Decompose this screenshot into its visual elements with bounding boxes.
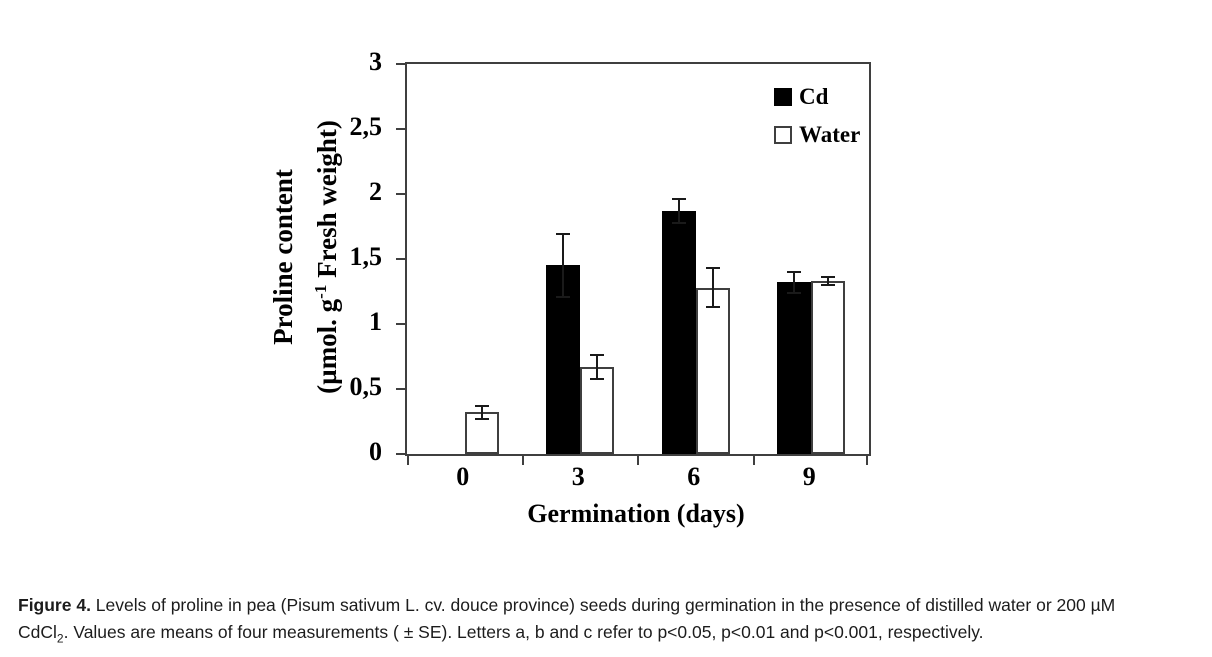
superscript-minus-one: -1 [311,284,330,299]
y-axis-tick [396,453,407,455]
error-bar-cap [821,284,835,286]
error-bar-cap [475,405,489,407]
y-tick-label: 3 [369,47,382,76]
plot-area [405,62,871,456]
error-bar-cap [475,418,489,420]
y-tick-label: 1 [369,307,382,336]
error-bar-cap [706,267,720,269]
error-bar-cap [672,198,686,200]
y-tick-label: 1,5 [349,242,382,271]
error-bar-cap [787,292,801,294]
legend-label: Cd [799,84,829,109]
error-bar-cap [672,222,686,224]
error-bar-cap [556,233,570,235]
x-tick-label: 6 [687,462,701,491]
x-tick-label: 3 [571,462,585,491]
x-tick-label: 9 [802,462,816,491]
error-bar-cap [590,378,604,380]
error-bar-cap [787,271,801,273]
caption-line1: Levels of proline in pea (Pisum sativum L. cv. douce province) seeds during germination in the presence of distilled water or 200 µM [90,595,1116,615]
y-axis-tick [396,388,407,390]
caption-figure-label: Figure 4. [18,595,91,615]
error-bar [562,233,564,298]
open-square-icon [774,126,792,144]
error-bar [596,354,598,380]
filled-square-icon [774,88,792,106]
error-bar-cap [590,354,604,356]
y-tick-label: 0 [369,437,382,466]
y-axis-tick [396,128,407,130]
caption-line2: CdCl$_2$. Values are means of four measurements ( ± SE). Letters a, b and c refer to p<0.05, p<0.01 and p<0.001, respectively. [18,622,984,646]
legend-item-cd [774,84,860,109]
y-axis-title-line2: (µmol. $g^{-1}$ Fresh weight) [311,120,342,394]
y-axis-tick [396,323,407,325]
x-tick-labels [405,462,867,494]
bar-cd-day9 [777,282,811,454]
x-axis-title: Germination (days) [527,499,745,528]
error-bar-cap [821,276,835,278]
y-tick-label: 2,5 [349,112,382,141]
error-bar [678,198,680,224]
error-bar [793,271,795,294]
legend-label: Water [799,122,861,147]
bar-water-day9 [811,281,845,454]
y-axis-tick [396,258,407,260]
bar-water-day6 [696,288,730,454]
subscript-two: 2 [56,631,64,646]
legend-item-water [774,122,861,147]
y-tick-label: 2 [369,177,382,206]
legend [774,84,861,163]
error-bar-cap [556,296,570,298]
y-axis-tick [396,193,407,195]
figure-caption [18,592,1198,653]
y-axis-title-line1: Proline content [268,169,298,345]
error-bar [712,267,714,309]
y-tick-labels [308,47,382,466]
bar-water-day3 [580,367,614,454]
bar-cd-day6 [662,211,696,454]
y-tick-label: 0,5 [349,372,382,401]
x-tick-label: 0 [456,462,470,491]
y-axis-tick [396,63,407,65]
error-bar-cap [706,306,720,308]
